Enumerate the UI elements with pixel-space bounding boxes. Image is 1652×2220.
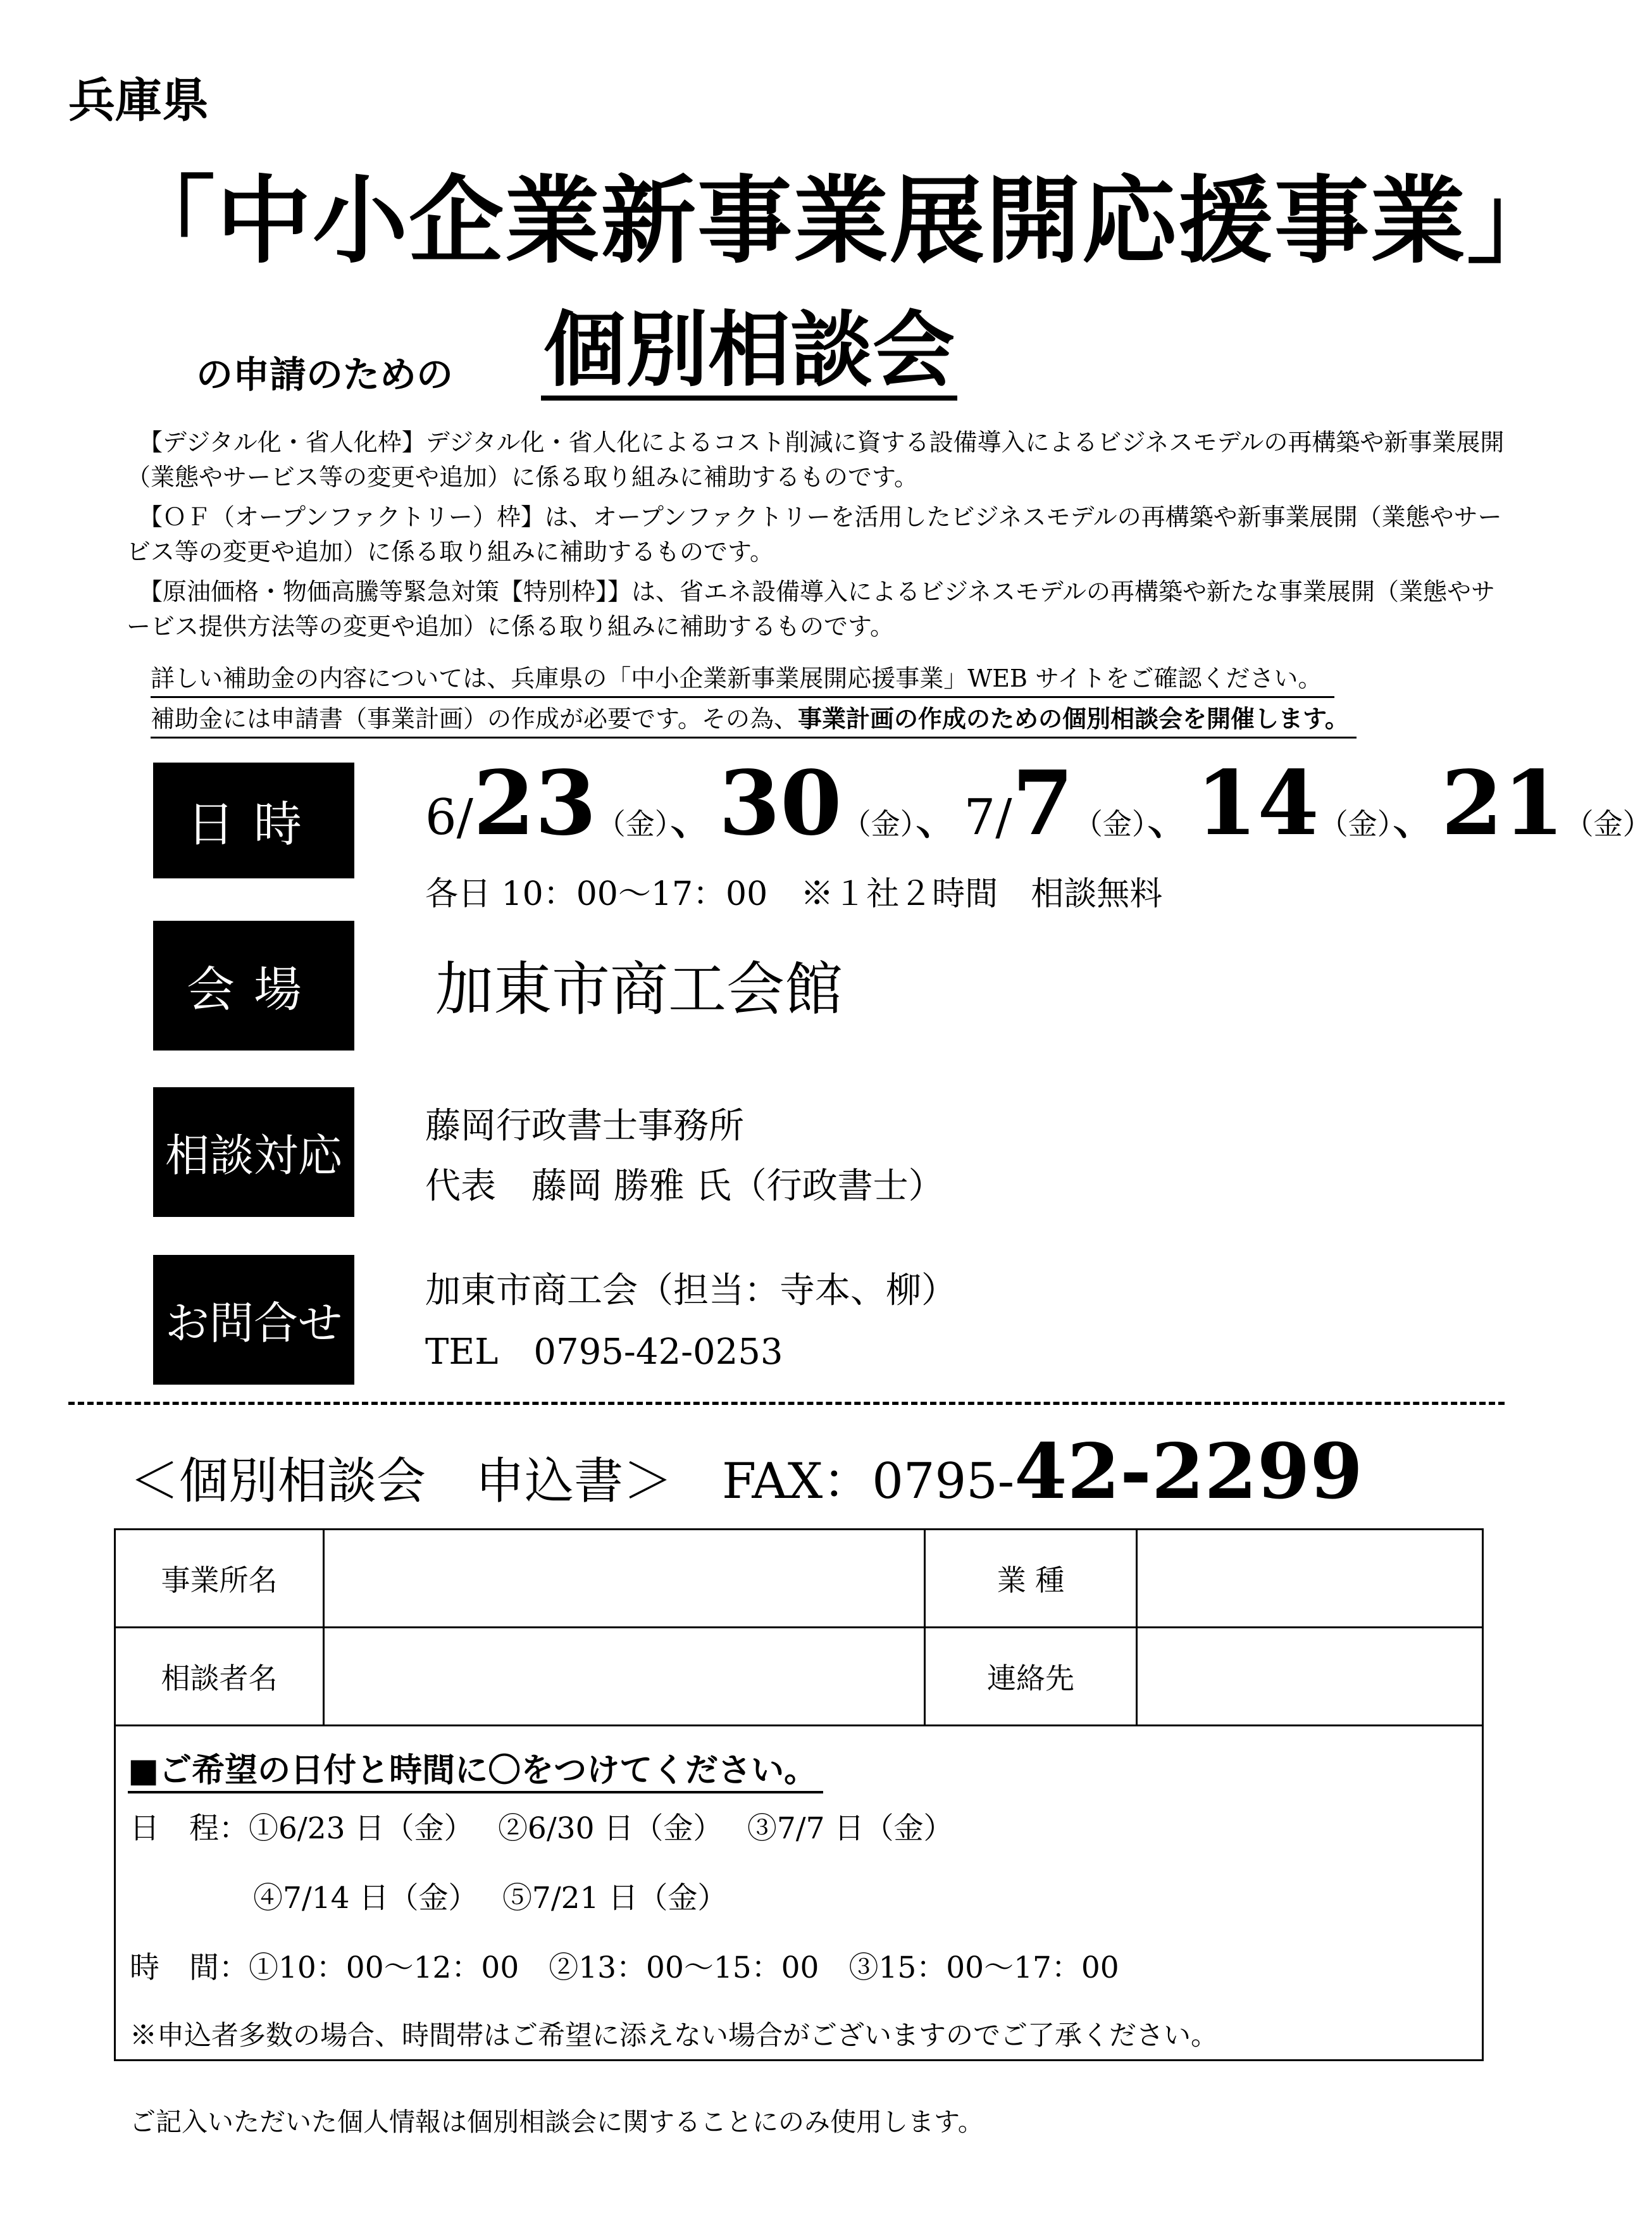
consultant-representative: 代表 藤岡 勝雅 氏（行政書士）	[425, 1166, 944, 1207]
schedule-option-2[interactable]: ②6/30 日（金）	[497, 1811, 708, 1846]
datetime-label: 日時	[153, 763, 354, 878]
schedule-option-3[interactable]: ③7/7 日（金）	[747, 1811, 953, 1846]
time-option-1[interactable]: ①10：00～12：00	[249, 1950, 519, 1985]
contact-info-field[interactable]	[1138, 1628, 1482, 1726]
consultant-office: 藤岡行政書士事務所	[425, 1106, 744, 1147]
business-name-field[interactable]	[325, 1530, 926, 1628]
intro-paragraph-digital: 【デジタル化・省人化枠】デジタル化・省人化によるコスト削減に資する設備導入によるビジネスモデルの再構築や新事業展開（業態やサービス等の変更や追加）に係る取り組みに補助するものです。	[127, 428, 1505, 491]
industry-label: 業 種	[926, 1530, 1138, 1628]
industry-field[interactable]	[1138, 1530, 1482, 1628]
page-title: 「中小企業新事業展開応援事業」	[120, 166, 1563, 277]
subtitle-prefix: の申請のための	[196, 353, 454, 396]
schedule-option-5[interactable]: ⑤7/21 日（金）	[502, 1881, 728, 1916]
time-option-3[interactable]: ③15：00～17：00	[848, 1950, 1119, 1985]
time-row: 時 間：①10：00～12：00 ②13：00～15：00 ③15：00～17：00	[130, 1950, 1119, 1985]
schedule-option-1[interactable]: ①6/23 日（金）	[249, 1811, 459, 1846]
contact-organization: 加東市商工会（担当：寺本、柳）	[425, 1270, 957, 1311]
prefecture-label: 兵庫県	[68, 73, 209, 128]
schedule-option-4[interactable]: ④7/14 日（金）	[253, 1881, 463, 1916]
time-option-2[interactable]: ②13：00～15：00	[549, 1950, 819, 1985]
preference-heading: ■ご希望の日付と時間に〇をつけてください。	[128, 1743, 823, 1793]
contact-label: お問合せ	[153, 1255, 354, 1385]
subtitle-main: 個別相談会	[541, 305, 957, 401]
form-title: ＜個別相談会 申込書＞ FAX：0795-42-2299	[130, 1427, 1363, 1516]
intro-paragraph-of: 【ＯＦ（オープンファクトリー）枠】は、オープンファクトリーを活用したビジネスモデルの再構築や新事業展開（業態やサービス等の変更や追加）に係る取り組みに補助するものです。	[127, 503, 1502, 566]
form-note: ※申込者多数の場合、時間帯はご希望に添えない場合がございますのでご了承ください。	[130, 2020, 1218, 2052]
consultant-label: 相談対応	[153, 1087, 354, 1217]
intro-paragraph-energy: 【原油価格・物価高騰等緊急対策【特別枠】】は、省エネ設備導入によるビジネスモデルの再構築や新たな事業展開（業態やサービス提供方法等の変更や追加）に係る取り組みに補助するものです。	[127, 578, 1495, 640]
venue-label: 会場	[153, 921, 354, 1051]
schedule-row-2	[253, 1874, 727, 1917]
website-note: 詳しい補助金の内容については、兵庫県の「中小企業新事業展開応援事業」WEB サイトをご確認ください。	[151, 661, 1334, 698]
contact-phone: TEL 0795-42-0253	[425, 1331, 783, 1373]
privacy-note: ご記入いただいた個人情報は個別相談会に関することにのみ使用します。	[130, 2107, 984, 2137]
consultant-name-field[interactable]	[325, 1628, 926, 1726]
schedule-row-1: 日 程：①6/23 日（金） ②6/30 日（金） ③7/7 日（金）	[130, 1811, 953, 1846]
event-hours: 各日 10：00～17：00 ※１社２時間 相談無料	[425, 875, 1163, 913]
business-name-label: 事業所名	[116, 1530, 325, 1628]
plan-note: 補助金には申請書（事業計画）の作成が必要です。その為、事業計画の作成のための個別相談会を開催します。	[151, 701, 1357, 739]
venue-name: 加東市商工会館	[435, 956, 843, 1023]
consultant-name-label: 相談者名	[116, 1628, 325, 1726]
event-dates: 6/23（金）、30（金）、7/7（金）、14（金）、21（金）	[425, 752, 1652, 856]
cut-line-divider	[68, 1402, 1505, 1405]
contact-info-label: 連絡先	[926, 1628, 1138, 1726]
